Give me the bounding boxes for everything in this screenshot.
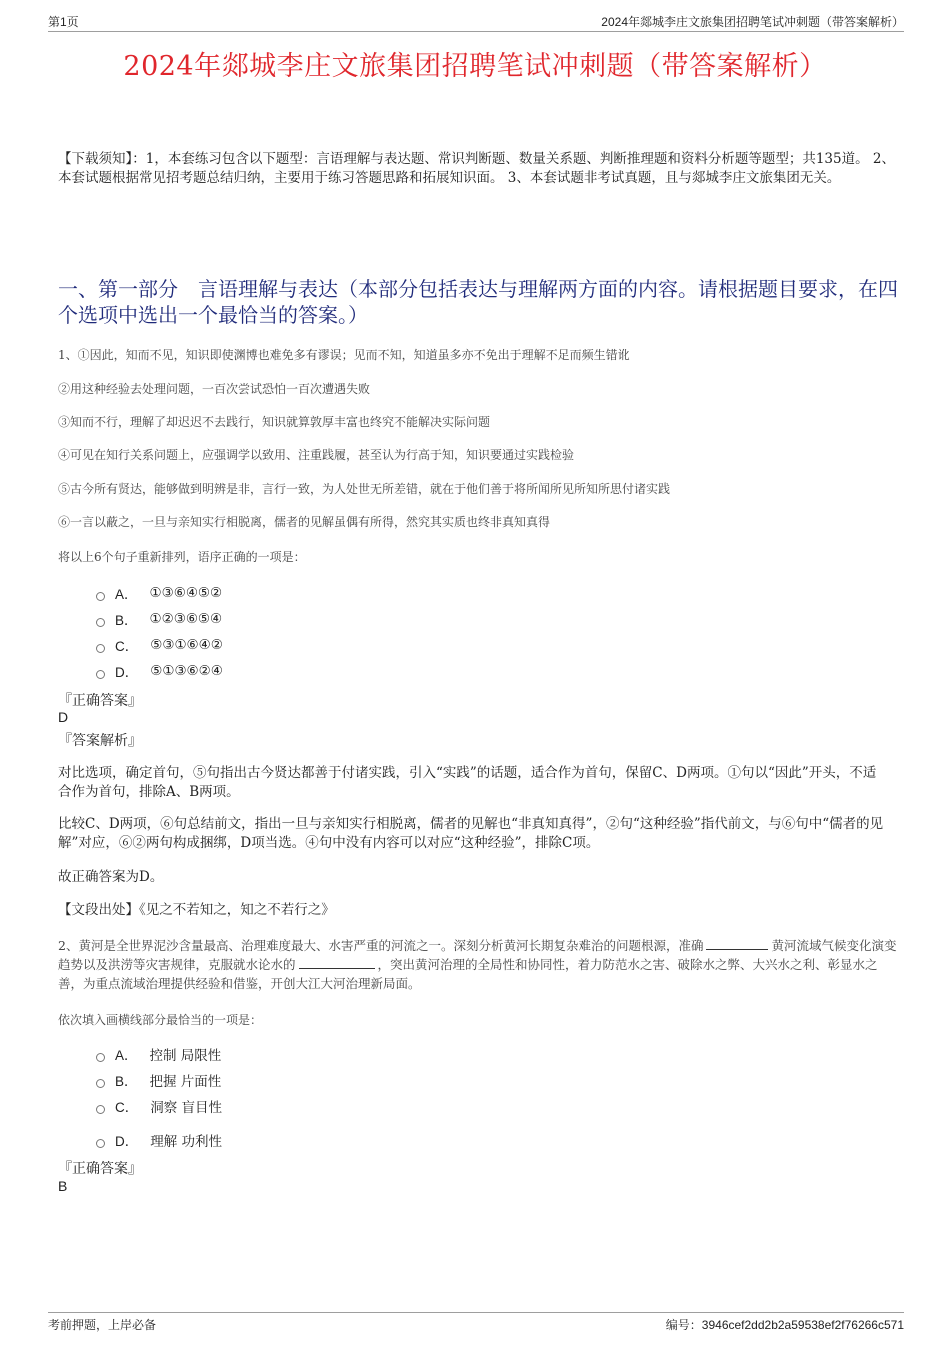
radio-icon[interactable] [96, 592, 105, 601]
q2-stem [58, 936, 898, 993]
q1-option-a[interactable] [96, 583, 222, 603]
q1-prompt: 将以上6个句子重新排列，语序正确的一项是： [58, 550, 306, 564]
q2-stem-part-1: 2、黄河是全世界泥沙含量最高、治理难度最大、水害严重的河流之一。深刻分析黄河长期复杂难治的问题根源，准确 [58, 938, 704, 953]
option-letter: C． [115, 639, 139, 654]
q1-analysis-label: 『答案解析』 [58, 733, 142, 749]
fill-blank-2 [299, 956, 375, 969]
option-text: ⑤①③⑥②④ [150, 663, 223, 679]
q1-option-c[interactable] [96, 635, 223, 655]
q1-analysis-1: 对比选项，确定首句，⑤句指出古今贤达都善于付诸实践，引入“实践”的话题，适合作为首句，保留C、D两项。①句以“因此”开头，不适合作为首句，排除A、B两项。 [58, 765, 877, 800]
radio-icon[interactable] [96, 618, 105, 627]
q1-analysis-2: 比较C、D两项，⑥句总结前文，指出一旦与亲知实行相脱离，儒者的见解也“非真知真得”，②句“这种经验”指代前文，与⑥句中“儒者的见解”对应，⑥②两句构成捆绑，D项当选。④句中没有内容可以对应“这种经验”，排除C项。 [58, 816, 884, 851]
q2-prompt: 依次填入画横线部分最恰当的一项是： [58, 1013, 263, 1027]
q2-option-d[interactable] [96, 1130, 222, 1150]
header-divider [48, 31, 904, 32]
q1-sentence-3: ③知而不行，理解了却迟迟不去践行，知识就算敦厚丰富也终究不能解决实际问题 [58, 415, 491, 429]
q1-option-b[interactable] [96, 609, 222, 629]
q1-answer-label: 『正确答案』 [58, 693, 142, 709]
page-number: 第1页 [48, 15, 79, 29]
q1-analysis-3: 故正确答案为D。 [58, 869, 164, 885]
q1-sentence-1: 1、①因此，知而不见，知识即使渊博也难免多有谬误；见而不知，知道虽多亦不免出于理解不足而频生错讹 [58, 348, 630, 362]
footer-divider [48, 1312, 904, 1313]
radio-icon[interactable] [96, 1139, 105, 1148]
download-notice: 【下载须知】：1，本套练习包含以下题型：言语理解与表达题、常识判断题、数量关系题、判断推理题和资料分析题等题型；共135道。 2、本套试题根据常见招考题总结归纳，主要用于练习答题思路和拓展知识面。 3、本套试题非考试真题，且与郯城李庄文旅集团无关。 [58, 151, 895, 186]
q1-sentence-5: ⑤古今所有贤达，能够做到明辨是非，言行一致，为人处世无所差错，就在于他们善于将所闻所见所知所思付诸实践 [58, 482, 671, 496]
option-letter: B． [115, 1074, 138, 1089]
radio-icon[interactable] [96, 1105, 105, 1114]
option-letter: C． [115, 1100, 139, 1115]
q2-option-b[interactable] [96, 1070, 221, 1090]
q1-option-d[interactable] [96, 661, 223, 681]
footer-code [666, 1316, 904, 1333]
option-text: ⑤③①⑥④② [150, 637, 223, 653]
option-letter: D． [115, 1134, 139, 1149]
option-text: ①③⑥④⑤② [149, 585, 223, 601]
radio-icon[interactable] [96, 670, 105, 679]
header-doc-title: 2024年郯城李庄文旅集团招聘笔试冲刺题（带答案解析） [601, 15, 904, 29]
q1-answer: D [58, 709, 69, 725]
q2-stem-part-2: 黄河流域气候变化演变趋势以及洪涝等灾害规律，克服就水论水的 [58, 938, 897, 972]
footer-code-value: 3946cef2dd2b2a59538ef2f76266c571 [701, 1318, 904, 1332]
q2-option-a[interactable] [96, 1044, 221, 1064]
page-title: 2024年郯城李庄文旅集团招聘笔试冲刺题（带答案解析） [123, 51, 827, 82]
fill-blank-1 [706, 937, 768, 950]
q1-sentence-6: ⑥一言以蔽之，一旦与亲知实行相脱离，儒者的见解虽偶有所得，然究其实质也终非真知真得 [58, 515, 551, 529]
q1-sentence-4: ④可见在知行关系问题上，应强调学以致用、注重践履，甚至认为行高于知，知识要通过实践检验 [58, 448, 575, 462]
footer-slogan: 考前押题，上岸必备 [48, 1318, 157, 1332]
radio-icon[interactable] [96, 644, 105, 653]
radio-icon[interactable] [96, 1053, 105, 1062]
q2-option-c[interactable] [96, 1096, 222, 1116]
radio-icon[interactable] [96, 1079, 105, 1088]
option-text: ①②③⑥⑤④ [149, 611, 223, 627]
option-text: 控制 局限性 [149, 1048, 222, 1064]
q1-source: 【文段出处】《见之不若知之，知之不若行之》 [58, 902, 335, 918]
option-letter: A． [115, 587, 138, 602]
option-letter: D． [115, 665, 139, 680]
option-text: 洞察 盲目性 [150, 1100, 223, 1116]
q1-sentence-2: ②用这种经验去处理问题，一百次尝试恐怕一百次遭遇失败 [58, 382, 371, 396]
section-title: 一、第一部分 言语理解与表达（本部分包括表达与理解两方面的内容。请根据题目要求，在四个选项中选出一个最恰当的答案。） [58, 277, 898, 327]
option-text: 把握 片面性 [149, 1074, 222, 1090]
q2-answer-label: 『正确答案』 [58, 1161, 142, 1177]
q2-stem-part-3: ，突出黄河治理的全局性和协同性，着力防范水之害、破除水之弊、大兴水之利、彰显水之善，为重点流域治理提供经验和借鉴，开创大江大河治理新局面。 [58, 957, 878, 991]
footer-code-label: 编号： [665, 1318, 702, 1332]
q2-answer: B [58, 1178, 68, 1194]
option-text: 理解 功利性 [150, 1134, 223, 1150]
option-letter: B． [115, 613, 138, 628]
option-letter: A． [115, 1048, 138, 1063]
